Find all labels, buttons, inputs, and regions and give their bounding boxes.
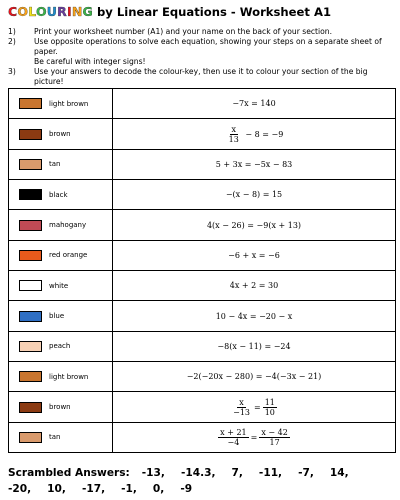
- colour-name: tan: [49, 433, 61, 442]
- logo-letter: O: [17, 4, 29, 19]
- answer-value: -7,: [298, 467, 314, 479]
- colour-name: peach: [49, 342, 71, 351]
- colour-swatch: [19, 98, 42, 109]
- worksheet-title: [8, 4, 398, 19]
- colour-swatch: [19, 250, 42, 261]
- colour-name: brown: [49, 403, 71, 412]
- table-row: [9, 180, 395, 210]
- logo-letter: N: [71, 4, 83, 19]
- denominator: 17: [269, 437, 280, 447]
- denominator: 13: [228, 134, 239, 144]
- colour-cell: [9, 89, 113, 118]
- colour-swatch: [19, 341, 42, 352]
- fraction: [227, 125, 241, 144]
- numerator: 11: [264, 397, 275, 407]
- fraction: [231, 398, 252, 417]
- colour-swatch: [19, 402, 42, 413]
- denominator: −13: [233, 407, 250, 417]
- equation-cell: [113, 301, 395, 330]
- colour-key-table: [8, 88, 396, 453]
- table-row: [9, 210, 395, 240]
- table-row: [9, 332, 395, 362]
- answer-value: 0,: [152, 483, 165, 495]
- denominator: −4: [227, 437, 240, 447]
- answer-value: 14,: [329, 467, 349, 479]
- equation-cell: [113, 150, 395, 179]
- logo-letter: O: [35, 4, 47, 19]
- equation-cell: [113, 332, 395, 361]
- instruction-number: 3): [8, 67, 16, 76]
- numerator: x: [239, 397, 244, 407]
- colour-swatch: [19, 432, 42, 443]
- scrambled-answers-label: Scrambled Answers:: [8, 467, 130, 479]
- equation-cell: [113, 271, 395, 300]
- colour-name: blue: [49, 312, 65, 321]
- colour-cell: [9, 271, 113, 300]
- fraction: [263, 398, 277, 417]
- logo-letter: I: [66, 4, 72, 19]
- numerator: x: [231, 124, 237, 134]
- equation-cell: [113, 423, 395, 452]
- answer-value: -13,: [141, 467, 165, 479]
- answer-value: 10,: [47, 483, 66, 495]
- answer-value: -1,: [121, 483, 137, 495]
- equation-cell: [113, 241, 395, 270]
- instruction-item: [8, 37, 396, 67]
- answer-value: 7,: [231, 467, 243, 479]
- equation-text: 5 + 3x = −5x − 83: [215, 159, 293, 169]
- logo-letter: C: [8, 4, 18, 19]
- colour-cell: [9, 332, 113, 361]
- equation-text: −6 + x = −6: [228, 250, 280, 260]
- instruction-item: [8, 27, 396, 37]
- table-row: [9, 271, 395, 301]
- colour-cell: [9, 362, 113, 391]
- equation-cell: [113, 210, 395, 239]
- answer-value: -11,: [258, 467, 283, 479]
- colour-swatch: [19, 280, 42, 291]
- table-row: [9, 241, 395, 271]
- colour-cell: [9, 119, 113, 148]
- equals-sign: =: [250, 432, 258, 442]
- answer-value: -17,: [81, 483, 106, 495]
- table-row: [9, 150, 395, 180]
- colour-cell: [9, 392, 113, 421]
- table-row: [9, 362, 395, 392]
- logo-letter: U: [46, 4, 58, 19]
- colour-name: light brown: [49, 99, 89, 108]
- instruction-line: Use your answers to decode the colour-key, then use it to colour your section of the big picture!: [34, 67, 368, 86]
- colour-swatch: [19, 311, 42, 322]
- equation-cell: [113, 392, 395, 421]
- denominator: 10: [264, 407, 275, 417]
- logo-letter: R: [57, 4, 67, 19]
- equation-text: 4x + 2 = 30: [229, 281, 279, 291]
- fraction: [259, 428, 289, 447]
- numerator: x − 42: [261, 427, 288, 437]
- numerator: x + 21: [220, 427, 247, 437]
- colour-swatch: [19, 159, 42, 170]
- instruction-text: [34, 37, 396, 67]
- instructions-list: [8, 27, 396, 87]
- equation-cell: [113, 180, 395, 209]
- equation-text: −2(−20x − 280) = −4(−3x − 21): [186, 372, 322, 382]
- fraction: [218, 428, 248, 447]
- colour-cell: [9, 423, 113, 452]
- instruction-line: Be careful with integer signs!: [34, 57, 146, 66]
- colour-name: red orange: [49, 251, 88, 260]
- colour-name: black: [49, 190, 68, 199]
- instruction-text: [34, 27, 396, 37]
- scrambled-answers: [8, 465, 398, 497]
- colour-swatch: [19, 189, 42, 200]
- instruction-text: [34, 67, 396, 87]
- colour-swatch: [19, 129, 42, 140]
- colour-swatch: [19, 371, 42, 382]
- colour-cell: [9, 180, 113, 209]
- answer-value: -9: [180, 483, 193, 495]
- table-row: [9, 392, 395, 422]
- equation-text: −7x = 140: [232, 99, 276, 109]
- equation-text: −8(x − 11) = −24: [217, 341, 291, 351]
- equation-cell: [113, 362, 395, 391]
- colour-name: tan: [49, 160, 61, 169]
- instruction-number: 2): [8, 37, 16, 46]
- table-row: [9, 119, 395, 149]
- title-text: by Linear Equations - Worksheet A1: [92, 5, 332, 19]
- table-row: [9, 89, 395, 119]
- answer-value: -14.3,: [180, 467, 216, 479]
- colour-swatch: [19, 220, 42, 231]
- logo-letter: G: [82, 4, 93, 19]
- colour-cell: [9, 301, 113, 330]
- equation-text: − 8 = −9: [245, 129, 284, 139]
- colouring-logo: [8, 4, 93, 19]
- colour-name: white: [49, 281, 69, 290]
- instruction-line: Use opposite operations to solve each equation, showing your steps on a separate sheet of paper.: [34, 37, 382, 56]
- instruction-number: 1): [8, 27, 16, 36]
- equation-text: 4(x − 26) = −9(x + 13): [206, 220, 302, 230]
- colour-cell: [9, 241, 113, 270]
- colour-name: brown: [49, 130, 71, 139]
- equation-cell: [113, 89, 395, 118]
- instruction-line: Print your worksheet number (A1) and your name on the back of your section.: [34, 27, 332, 36]
- table-row: [9, 423, 395, 453]
- equals-sign: =: [254, 402, 261, 412]
- colour-cell: [9, 150, 113, 179]
- instruction-item: [8, 67, 396, 87]
- table-row: [9, 301, 395, 331]
- logo-letter: L: [28, 4, 36, 19]
- colour-name: mahogany: [49, 221, 87, 230]
- equation-cell: [113, 119, 395, 148]
- answer-value: -20,: [8, 483, 32, 495]
- colour-cell: [9, 210, 113, 239]
- equation-text: −(x − 8) = 15: [225, 190, 283, 200]
- equation-text: 10 − 4x = −20 − x: [215, 311, 293, 321]
- colour-name: light brown: [49, 372, 89, 381]
